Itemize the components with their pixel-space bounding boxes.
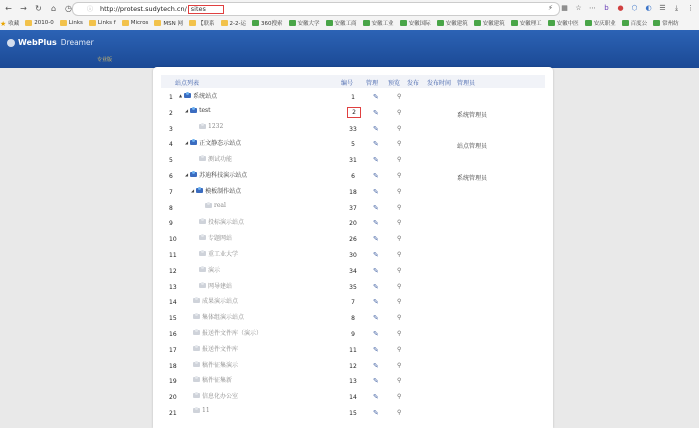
bookmark-folder-icon [585, 20, 592, 26]
site-name: 重工业大学 [208, 251, 239, 258]
page-info-icon[interactable]: ⓘ [87, 5, 94, 13]
site-name: 苏迪科技演示站点 [199, 172, 248, 179]
manage-icon[interactable]: ✎ [373, 298, 379, 307]
favorites-star-icon: ★ [0, 19, 7, 28]
site-icon [193, 314, 200, 319]
bookmark-label: Links f [97, 19, 116, 26]
forward-icon[interactable]: → [20, 3, 27, 13]
site-name: real [214, 201, 226, 209]
site-list-panel [153, 67, 553, 428]
bookmark-folder-icon [122, 20, 129, 26]
site-name-cell[interactable] [185, 328, 262, 337]
bookmark-item[interactable] [25, 20, 53, 26]
table-row [161, 280, 545, 296]
manage-icon[interactable]: ✎ [373, 172, 379, 180]
bookmarks-bar [0, 16, 699, 29]
site-code: 6 [351, 173, 355, 180]
logo-icon [7, 39, 15, 47]
header-publish: 发布 [407, 80, 420, 87]
manage-icon[interactable]: ✎ [373, 108, 379, 117]
bookmark-folder-icon [326, 20, 333, 26]
site-name-cell[interactable] [179, 91, 217, 100]
table-row [161, 406, 545, 422]
back-icon[interactable]: ← [5, 3, 12, 13]
site-name: 报送件文件库 [202, 345, 239, 353]
table-row [161, 248, 545, 264]
site-icon [193, 298, 200, 303]
bookmark-label: 安徽国际 [408, 20, 431, 27]
bookmark-item[interactable] [221, 19, 246, 27]
site-name: 投标演示站点 [208, 219, 245, 227]
site-name-cell[interactable] [185, 170, 247, 179]
bookmark-label: 2-2-运 [229, 20, 247, 27]
bookmark-item[interactable] [289, 19, 320, 27]
bookmark-label: 安徽建筑 [482, 20, 505, 27]
row-number: 14 [169, 299, 177, 307]
bookmark-item[interactable] [400, 19, 431, 27]
manage-icon[interactable]: ✎ [373, 187, 379, 196]
site-code: 35 [349, 283, 357, 291]
row-number: 18 [169, 362, 177, 370]
bookmark-folder-icon [221, 20, 228, 26]
refresh-icon[interactable]: ↻ [35, 3, 42, 13]
row-number: 16 [169, 331, 177, 338]
table-row [161, 185, 545, 201]
bookmark-label: 安徽大学 [297, 20, 320, 27]
site-icon [193, 362, 200, 367]
row-number: 1 [169, 94, 173, 101]
site-name: 集体组演示站点 [202, 314, 245, 322]
site-admin: 站点管理员 [457, 143, 488, 151]
bookmark-label: 360搜索 [261, 20, 283, 27]
site-code: 18 [349, 188, 357, 196]
site-name-cell[interactable] [191, 123, 223, 130]
site-icon [190, 172, 197, 177]
preview-icon[interactable]: ⚲ [397, 266, 402, 274]
site-name: 正文静态示站点 [199, 140, 242, 148]
preview-icon[interactable]: ⚲ [397, 93, 402, 100]
site-code: 7 [351, 299, 355, 307]
bookmark-item[interactable] [511, 19, 542, 27]
site-icon [205, 203, 212, 208]
preview-icon[interactable]: ⚲ [397, 187, 402, 195]
download-icon[interactable]: ⤓ [674, 3, 679, 12]
circle-extension-icon[interactable]: ◐ [645, 4, 652, 12]
bookmark-label: Micros [130, 19, 149, 26]
preview-icon[interactable]: ⚲ [397, 124, 402, 132]
site-name: 成果演示站点 [202, 298, 239, 306]
site-name: 系统站点 [193, 93, 218, 100]
bookmark-item[interactable] [622, 19, 648, 27]
table-row [161, 232, 545, 248]
table-row [161, 295, 545, 311]
row-number: 20 [169, 394, 177, 402]
manage-icon[interactable]: ✎ [373, 203, 379, 212]
row-number: 11 [169, 252, 177, 259]
preview-icon[interactable]: ⚲ [397, 314, 402, 322]
site-icon [199, 124, 206, 129]
table-row [161, 201, 545, 217]
table-row [161, 153, 545, 169]
manage-icon[interactable]: ✎ [373, 377, 379, 386]
manage-icon[interactable]: ✎ [373, 330, 379, 338]
site-name-cell[interactable] [185, 138, 241, 147]
row-number: 7 [169, 188, 173, 196]
site-admin: 系统管理员 [457, 175, 488, 182]
table-row [161, 106, 545, 122]
preview-icon[interactable]: ⚲ [397, 251, 402, 258]
bookmark-label: 安徽工业 [371, 20, 394, 27]
manage-icon[interactable]: ✎ [373, 156, 379, 165]
bookmark-label: 安徽中医 [556, 20, 579, 27]
row-number: 13 [169, 283, 177, 291]
site-name: 专题网站 [208, 235, 233, 243]
table-row [161, 327, 545, 343]
expand-toggle-icon[interactable]: ▲ [179, 93, 183, 98]
preview-icon[interactable]: ⚲ [397, 219, 402, 227]
site-name-cell[interactable] [185, 296, 238, 305]
bookmark-folder-icon [89, 20, 96, 26]
manage-icon[interactable]: ✎ [373, 93, 379, 101]
site-name: 信息化办公室 [202, 393, 239, 401]
preview-icon[interactable]: ⚲ [397, 393, 402, 401]
manage-icon[interactable]: ✎ [373, 393, 379, 402]
site-name: 演示 [208, 266, 221, 274]
header-site-list: 站点列表 [175, 80, 200, 87]
manage-icon[interactable]: ✎ [373, 219, 379, 228]
row-number: 19 [169, 378, 177, 386]
row-number: 4 [169, 141, 173, 149]
header-admin: 管理员 [457, 80, 476, 87]
bookmark-folder-icon [511, 20, 518, 26]
header-publish-time: 发布时间 [427, 80, 452, 87]
shield-icon[interactable]: ⬡ [631, 4, 638, 12]
site-code: 9 [351, 331, 355, 338]
site-code: 37 [349, 204, 357, 212]
preview-icon[interactable]: ⚲ [397, 108, 402, 116]
site-name-cell[interactable] [191, 154, 232, 163]
menu-icon[interactable]: ⋯ [589, 4, 596, 12]
bookmark-label: Links [68, 19, 83, 26]
row-number: 17 [169, 346, 177, 354]
manage-icon[interactable]: ✎ [373, 251, 379, 259]
site-name: 测试功能 [208, 156, 233, 164]
bookmark-item[interactable] [252, 19, 283, 27]
site-name-cell[interactable] [185, 407, 210, 414]
site-name: test [199, 106, 211, 114]
url-host: http://protest.sudytech.cn/ [100, 5, 187, 13]
bookmark-folder-icon [548, 20, 555, 26]
table-row [161, 311, 545, 327]
expand-toggle-icon[interactable]: ◢ [185, 172, 189, 177]
bolt-icon[interactable]: ⚡ [548, 4, 553, 12]
site-icon [190, 108, 197, 113]
url-path-input[interactable] [188, 5, 224, 14]
site-name-cell[interactable] [191, 281, 232, 290]
bookmark-item[interactable] [122, 20, 149, 26]
browser-chrome [0, 0, 699, 31]
table-row [161, 216, 545, 232]
site-code: 8 [351, 315, 355, 323]
site-icon [193, 377, 200, 382]
preview-icon[interactable]: ⚲ [397, 377, 402, 385]
bookmark-label: 【联系 [198, 20, 215, 27]
site-icon [196, 188, 203, 193]
row-number: 15 [169, 315, 177, 323]
site-icon [199, 267, 206, 272]
site-icon [199, 219, 206, 224]
site-code: 26 [349, 236, 357, 244]
expand-toggle-icon[interactable]: ◢ [185, 107, 189, 113]
bookmark-label: 收藏 [8, 20, 20, 27]
bookmark-folder-icon [154, 20, 161, 26]
bookmark-folder-icon [474, 20, 481, 26]
site-name-cell[interactable] [185, 391, 238, 400]
site-name-cell[interactable] [197, 202, 226, 209]
browser-extensions [546, 2, 695, 14]
more-icon[interactable]: ⋮ [687, 4, 694, 12]
bookmark-item[interactable] [89, 20, 116, 26]
table-row [161, 122, 545, 138]
history-icon[interactable]: ◷ [65, 3, 72, 13]
site-code: 12 [349, 362, 357, 370]
bookmark-folder-icon [60, 20, 67, 26]
product-name: Dreamer [60, 38, 94, 47]
row-number: 5 [169, 157, 173, 165]
bookmark-folder-icon [252, 20, 259, 26]
bookmark-label: 安庆职业 [593, 20, 616, 27]
site-name-cell[interactable] [185, 344, 238, 353]
table-row [161, 169, 545, 185]
site-code: 33 [349, 125, 357, 133]
site-code: 15 [349, 410, 357, 417]
manage-icon[interactable]: ✎ [373, 345, 379, 354]
manage-icon[interactable]: ✎ [373, 235, 379, 244]
site-code: 34 [349, 267, 357, 275]
site-name-cell[interactable] [191, 186, 241, 195]
bookmark-item[interactable] [653, 19, 679, 27]
bookmark-item[interactable] [548, 19, 579, 27]
site-code: 1 [351, 94, 355, 101]
star-icon[interactable]: ☆ [575, 4, 582, 12]
manage-icon[interactable]: ✎ [373, 266, 379, 275]
site-name: 网导建站 [208, 282, 233, 290]
site-code: 30 [349, 252, 357, 259]
bookmark-label: MSN 网 [163, 20, 184, 27]
preview-icon[interactable]: ⚲ [397, 235, 402, 243]
bookmark-item[interactable] [363, 19, 394, 27]
bookmark-label: 安徽工商 [334, 20, 357, 27]
app-name: WebPlus [18, 38, 57, 47]
bookmark-item[interactable] [437, 19, 468, 27]
table-header [161, 75, 545, 88]
bookmark-item[interactable] [189, 19, 215, 27]
home-icon[interactable]: ⌂ [50, 3, 57, 13]
preview-icon[interactable]: ⚲ [397, 330, 402, 337]
site-name-cell[interactable] [185, 107, 211, 114]
bookmark-folder-icon [289, 20, 296, 26]
row-number: 2 [169, 109, 173, 117]
bookmark-item[interactable] [60, 20, 83, 26]
preview-icon[interactable]: ⚲ [397, 156, 402, 164]
bookmark-label: 安徽建筑 [445, 20, 468, 27]
site-code: 2 [347, 107, 361, 118]
table-row [161, 390, 545, 406]
app-logo [7, 38, 94, 47]
bookmark-item[interactable] [585, 19, 616, 27]
site-code: 14 [349, 394, 357, 402]
site-name: 11 [202, 407, 210, 414]
table-row [161, 264, 545, 280]
bookmark-folder-icon [622, 20, 629, 26]
bookmark-item[interactable] [0, 19, 19, 27]
grid-icon[interactable]: ▦ [561, 4, 568, 12]
site-icon [193, 393, 200, 398]
site-code: 20 [349, 220, 357, 228]
site-icon [184, 93, 191, 98]
manage-icon[interactable]: ✎ [373, 409, 379, 417]
header-manage: 管理 [366, 80, 379, 87]
list-icon[interactable]: ☰ [659, 4, 666, 12]
site-name: 1232 [208, 122, 224, 130]
bookmark-folder-icon [189, 20, 196, 26]
preview-icon[interactable]: ⚲ [397, 282, 402, 290]
table-row [161, 137, 545, 153]
preview-icon[interactable]: ⚲ [397, 140, 402, 148]
table-row [161, 90, 545, 106]
row-number: 10 [169, 236, 177, 244]
header-code: 编号 [341, 80, 354, 87]
preview-icon[interactable]: ⚲ [397, 172, 402, 179]
bookmark-folder-icon [400, 20, 407, 26]
preview-icon[interactable]: ⚲ [397, 298, 402, 306]
site-name-cell[interactable] [185, 375, 232, 384]
site-icon [190, 140, 197, 145]
b-extension-icon[interactable]: b [604, 4, 609, 12]
bookmark-folder-icon [653, 20, 660, 26]
site-code: 11 [349, 346, 357, 354]
bookmark-label: 安徽理工 [519, 20, 542, 27]
site-code: 5 [351, 141, 355, 149]
site-icon [199, 283, 206, 288]
site-icon [199, 235, 206, 240]
header-preview: 预览 [388, 80, 401, 87]
site-name: 稿件征集演示 [202, 361, 239, 369]
row-number: 21 [169, 410, 177, 417]
preview-icon[interactable]: ⚲ [397, 345, 402, 353]
manage-icon[interactable]: ✎ [373, 361, 379, 370]
site-code: 31 [349, 157, 357, 165]
site-icon [193, 408, 200, 413]
site-name-cell[interactable] [191, 217, 244, 226]
manage-icon[interactable]: ✎ [373, 314, 379, 323]
bookmark-item[interactable] [326, 19, 357, 27]
site-icon [193, 346, 200, 351]
bookmark-label: 常州纺 [662, 20, 679, 27]
site-name-cell[interactable] [191, 249, 238, 258]
address-bar[interactable] [72, 2, 560, 16]
site-icon [199, 156, 206, 161]
bookmark-label: 2010-0 [34, 19, 54, 26]
row-number: 9 [169, 220, 173, 228]
table-row [161, 359, 545, 375]
table-row [161, 374, 545, 390]
bookmark-folder-icon [437, 20, 444, 26]
bookmark-item[interactable] [474, 19, 505, 27]
bookmark-label: 百度公 [630, 20, 648, 27]
app-header [0, 30, 699, 68]
preview-icon[interactable]: ⚲ [397, 409, 402, 416]
expand-toggle-icon[interactable]: ◢ [191, 187, 195, 193]
preview-icon[interactable]: ⚲ [397, 361, 402, 369]
site-code: 13 [349, 378, 357, 386]
table-row [161, 343, 545, 359]
expand-toggle-icon[interactable]: ◢ [185, 140, 189, 146]
manage-icon[interactable]: ✎ [373, 124, 379, 133]
bookmark-item[interactable] [154, 19, 183, 27]
site-name-cell[interactable] [185, 360, 238, 369]
manage-icon[interactable]: ✎ [373, 140, 379, 149]
row-number: 6 [169, 173, 173, 180]
site-icon [199, 251, 206, 256]
bookmark-folder-icon [25, 20, 32, 26]
edition-label: 专业版 [97, 57, 113, 63]
site-name: 报送件文件库（演示） [202, 330, 263, 337]
color-extension-icon[interactable]: ● [617, 4, 624, 12]
site-icon [193, 330, 200, 335]
site-name-cell[interactable] [191, 233, 232, 242]
row-number: 12 [169, 267, 177, 275]
site-name-cell[interactable] [185, 312, 244, 321]
site-name-cell[interactable] [191, 265, 220, 274]
site-admin: 系统管理员 [457, 111, 488, 119]
preview-icon[interactable]: ⚲ [397, 203, 402, 211]
manage-icon[interactable]: ✎ [373, 282, 379, 291]
site-name: 稿件征集新 [202, 377, 233, 385]
site-name: 模板制作站点 [205, 187, 242, 195]
row-number: 3 [169, 125, 173, 133]
row-number: 8 [169, 204, 173, 212]
bookmark-folder-icon [363, 20, 370, 26]
